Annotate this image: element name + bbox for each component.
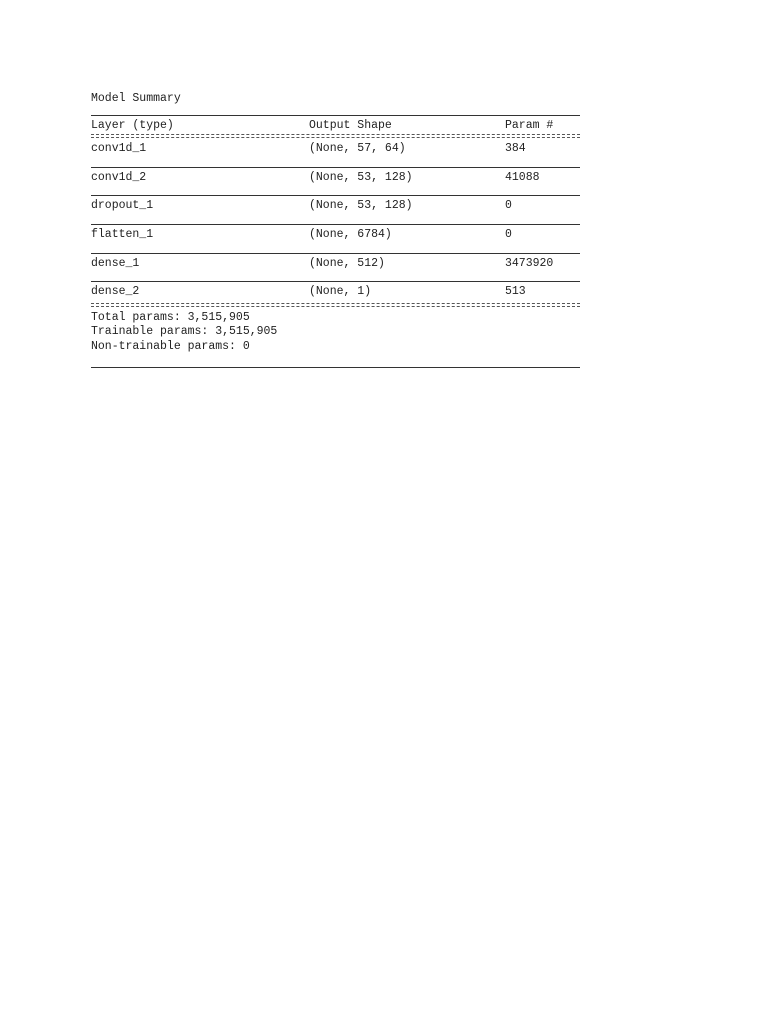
table-row	[91, 196, 580, 224]
header-param-count: Param #	[505, 118, 554, 132]
header-double-rule	[91, 133, 580, 139]
row-output-shape: (None, 512)	[309, 256, 385, 270]
row-param-count: 41088	[505, 170, 540, 184]
row-output-shape: (None, 1)	[309, 285, 372, 299]
row-layer: flatten_1	[91, 227, 154, 241]
footer-double-rule	[91, 302, 580, 308]
row-param-count: 384	[505, 142, 526, 156]
table-row	[91, 254, 580, 282]
table-row	[91, 139, 580, 167]
row-param-count: 0	[505, 227, 512, 241]
model-summary	[91, 92, 580, 368]
table-header	[91, 119, 580, 134]
row-output-shape: (None, 6784)	[309, 227, 392, 241]
header-output-shape: Output Shape	[309, 118, 392, 132]
totals-block	[91, 308, 580, 355]
row-layer: dense_1	[91, 256, 140, 270]
trainable-params: Trainable params: 3,515,905	[91, 325, 278, 339]
table-row	[91, 168, 580, 196]
non-trainable-params: Non-trainable params: 0	[91, 339, 250, 353]
row-output-shape: (None, 53, 128)	[309, 170, 413, 184]
summary-title: Model Summary	[91, 92, 181, 105]
row-layer: conv1d_1	[91, 142, 147, 156]
table-row	[91, 225, 580, 253]
top-rule	[91, 115, 580, 116]
row-param-count: 0	[505, 199, 512, 213]
header-layer: Layer (type)	[91, 118, 174, 132]
row-layer: dropout_1	[91, 199, 154, 213]
table-row	[91, 282, 580, 302]
row-layer: dense_2	[91, 285, 140, 299]
total-params: Total params: 3,515,905	[91, 310, 250, 324]
bottom-rule	[91, 367, 580, 368]
row-param-count: 513	[505, 285, 526, 299]
row-layer: conv1d_2	[91, 170, 147, 184]
row-param-count: 3473920	[505, 256, 554, 270]
row-output-shape: (None, 57, 64)	[309, 142, 406, 156]
row-output-shape: (None, 53, 128)	[309, 199, 413, 213]
